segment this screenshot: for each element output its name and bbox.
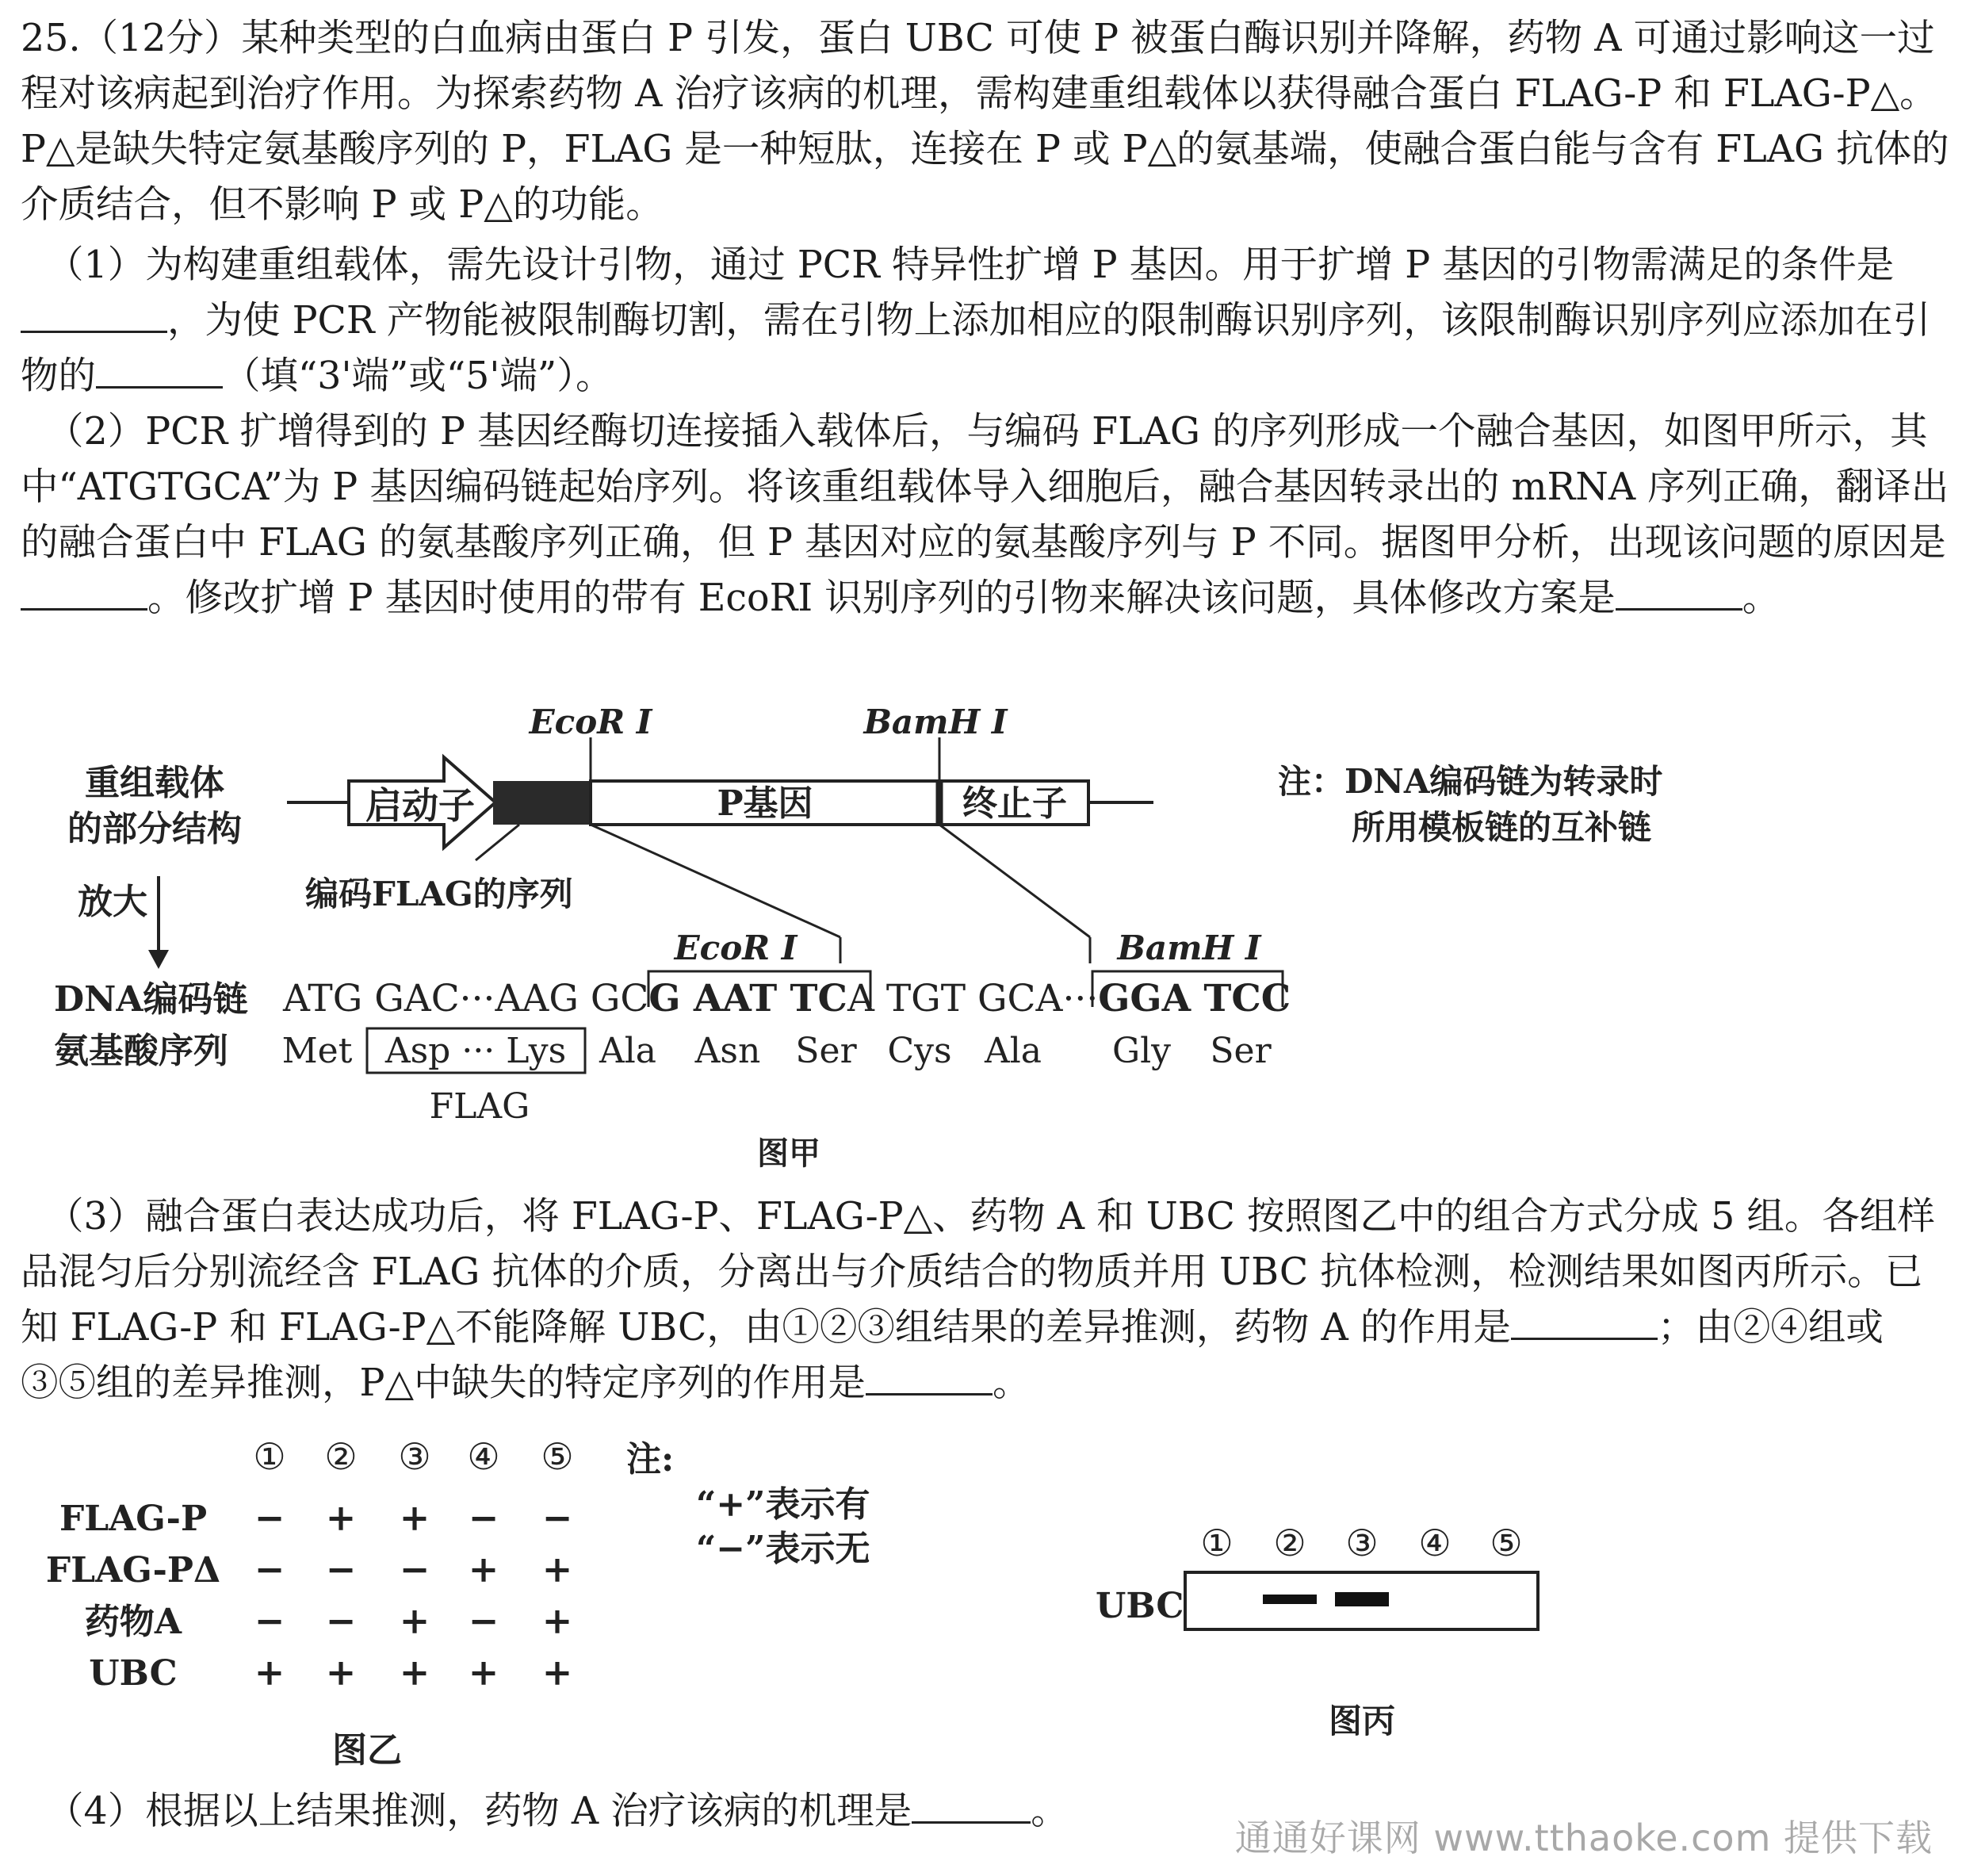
q3-text-b: ；由②④组或③⑤组的差异推测，P△中缺失的特定序列的作用是 <box>21 1306 1884 1405</box>
enlarge-label: 放大 <box>78 882 147 922</box>
figure-jia-note-line2: 所用模板链的互补链 <box>1352 808 1652 847</box>
group-header-1: ① <box>253 1435 286 1478</box>
row-label-1: FLAG-P <box>59 1499 208 1539</box>
aa-ser-2: Ser <box>1210 1031 1272 1071</box>
aa-ala-2: Ala <box>984 1031 1042 1071</box>
figure-bing-caption: 图丙 <box>1328 1702 1396 1740</box>
figure-yi-caption: 图乙 <box>332 1730 402 1771</box>
vector-label-line1: 重组载体 <box>85 763 224 803</box>
vector-label-line2: 的部分结构 <box>67 809 242 849</box>
seq-part-p-start: A TGT GCA··· <box>847 977 1099 1020</box>
amino-acid-seq-label: 氨基酸序列 <box>54 1031 228 1071</box>
seq-part-bamhi: GGA TCC <box>1098 977 1291 1020</box>
cell-r3-c3: + <box>399 1599 430 1642</box>
group-header-2: ② <box>324 1435 358 1478</box>
lane-headers <box>1200 1522 1522 1564</box>
ubc-band-lane-2 <box>1263 1595 1317 1604</box>
promoter-label: 启动子 <box>365 784 475 827</box>
bamhi-label-zoom: BamH Ⅰ <box>1117 928 1261 967</box>
figure-jia-note-line1: 注：DNA编码链为转录时 <box>1278 762 1663 801</box>
figure-yi-note-minus: “−”表示无 <box>696 1529 870 1569</box>
bamhi-label-top: BamH Ⅰ <box>863 703 1008 741</box>
ubc-band-lane-3 <box>1335 1592 1389 1606</box>
enlarge-arrow-head <box>148 950 169 969</box>
cell-r4-c4: + <box>468 1651 499 1694</box>
group-header-4: ④ <box>467 1435 500 1478</box>
row-label-3: 药物A <box>84 1602 182 1642</box>
cell-r3-c2: − <box>325 1599 357 1642</box>
flag-label: FLAG <box>429 1086 530 1127</box>
flag-sequence-label: 编码FLAG的序列 <box>305 875 573 913</box>
q4-text-b: 。 <box>1031 1790 1069 1833</box>
cell-r2-c4: + <box>468 1548 499 1591</box>
lane-header-3: ③ <box>1345 1522 1379 1564</box>
figure-bing <box>1096 1522 1538 1740</box>
aa-asn: Asn <box>694 1031 761 1071</box>
cell-r2-c1: − <box>254 1548 285 1591</box>
zoom-line-right <box>939 825 1090 937</box>
cell-r4-c3: + <box>399 1651 430 1694</box>
cell-r2-c2: − <box>325 1548 357 1591</box>
cell-r4-c5: + <box>541 1651 573 1694</box>
row-label-2: FLAG-PΔ <box>45 1550 221 1591</box>
cell-r1-c5: − <box>541 1496 573 1539</box>
cell-r3-c4: − <box>468 1599 499 1642</box>
intro-text: 25.（12分）某种类型的白血病由蛋白 P 引发，蛋白 UBC 可使 P 被蛋白酶识别并降解，药物 A 可通过影响这一过程对该病起到治疗作用。为探索药物 A 治疗该病的机理，需构建重组载体以获得融合蛋白 FLAG-P 和 FLAG-P△。P△是缺失特定氨基酸序列的 P，FLAG 是一种短肽，连接在 P 或 P△的氨基端，使融合蛋白能与含有 FLAG 抗体的介质结合，但不影响 P 或 P△的功能。 <box>21 17 1949 227</box>
watermark: 通通好课网 www.tthaoke.com 提供下载 <box>1234 1817 1933 1859</box>
q2-text-c: 。 <box>1742 576 1780 620</box>
ecori-label-zoom: EcoR Ⅰ <box>674 928 797 967</box>
q3-text-c: 。 <box>993 1361 1031 1405</box>
q1-text-b: ，为使 PCR 产物能被限制酶切割，需在引物上添加相应的限制酶识别序列，该限制酶识别序列应添加在引物的 <box>21 299 1931 398</box>
coding-strand-sequence <box>282 977 1291 1020</box>
q4-text-a: （4）根据以上结果推测，药物 A 治疗该病的机理是 <box>46 1790 912 1833</box>
aa-asp-lys: Asp ··· Lys <box>384 1031 567 1071</box>
aa-ala-1: Ala <box>599 1031 657 1071</box>
aa-ser-1: Ser <box>795 1031 857 1071</box>
zoom-line-left <box>591 825 840 937</box>
figure-yi-note-title: 注: <box>626 1439 675 1480</box>
group-header-3: ③ <box>398 1435 431 1478</box>
figure-jia-caption: 图甲 <box>757 1135 820 1172</box>
figure-yi-note-plus: “+”表示有 <box>696 1484 870 1525</box>
ecori-label-top: EcoR Ⅰ <box>529 703 652 741</box>
ubc-row-label: UBC <box>1096 1586 1184 1626</box>
lane-header-5: ⑤ <box>1490 1522 1523 1564</box>
q2-text-b: 。修改扩增 P 基因时使用的带有 EcoRⅠ 识别序列的引物来解决该问题，具体修改方案是 <box>147 576 1616 620</box>
row-label-4: UBC <box>89 1653 178 1694</box>
cell-r3-c5: + <box>541 1599 573 1642</box>
coding-strand-label: DNA编码链 <box>54 979 248 1020</box>
group-headers <box>253 1435 573 1478</box>
cell-r1-c4: − <box>468 1496 499 1539</box>
q1-text-c: （填“3'端”或“5'端”）。 <box>223 354 614 398</box>
cell-r2-c5: + <box>541 1548 573 1591</box>
aa-met: Met <box>281 1031 353 1071</box>
lane-header-4: ④ <box>1418 1522 1452 1564</box>
cell-r1-c2: + <box>325 1496 357 1539</box>
aa-cys: Cys <box>887 1031 952 1071</box>
cell-r1-c3: + <box>399 1496 430 1539</box>
cell-r3-c1: − <box>254 1599 285 1642</box>
seq-part-flag: ATG GAC···AAG GC <box>283 977 649 1020</box>
condition-rows <box>46 1496 572 1694</box>
lane-header-2: ② <box>1273 1522 1306 1564</box>
terminator-label: 终止子 <box>962 783 1067 824</box>
seq-part-ecori: G AAT TC <box>648 977 847 1020</box>
cell-r4-c1: + <box>254 1651 285 1694</box>
q1-text-a: （1）为构建重组载体，需先设计引物，通过 PCR 特异性扩增 P 基因。用于扩增 P 基因的引物需满足的条件是 <box>46 243 1895 287</box>
cell-r4-c2: + <box>325 1651 357 1694</box>
q3-text-a: （3）融合蛋白表达成功后，将 FLAG-P、FLAG-P△、药物 A 和 UBC 按照图乙中的组合方式分成 5 组。各组样品混匀后分别流经含 FLAG 抗体的介质，分离出与介质结合的物质并用 UBC 抗体检测，检测结果如图丙所示。已知 FLAG-P 和 FLAG-P△不能降解 UBC，由①②③组结果的差异推测，药物 A 的作用是 <box>21 1195 1935 1350</box>
p-gene-label: P基因 <box>717 783 813 824</box>
cell-r1-c1: − <box>254 1496 285 1539</box>
lane-header-1: ① <box>1200 1522 1234 1564</box>
figure-yi <box>46 1435 870 1771</box>
cell-r2-c3: − <box>399 1548 430 1591</box>
flag-pointer-line <box>476 825 519 860</box>
aa-gly: Gly <box>1111 1031 1172 1071</box>
q2-text-a: （2）PCR 扩增得到的 P 基因经酶切连接插入载体后，与编码 FLAG 的序列形成一个融合基因，如图甲所示，其中“ATGTGCA”为 P 基因编码链起始序列。将该重组载体导入细胞后，融合基因转录出的 mRNA 序列正确，翻译出的融合蛋白中 FLAG 的氨基酸序列正确，但 P 基因对应的氨基酸序列与 P 不同。据图甲分析，出现该问题的原因是 <box>21 410 1949 565</box>
group-header-5: ⑤ <box>541 1435 574 1478</box>
figure-jia <box>54 703 1662 1172</box>
flag-coding-block <box>493 781 591 825</box>
